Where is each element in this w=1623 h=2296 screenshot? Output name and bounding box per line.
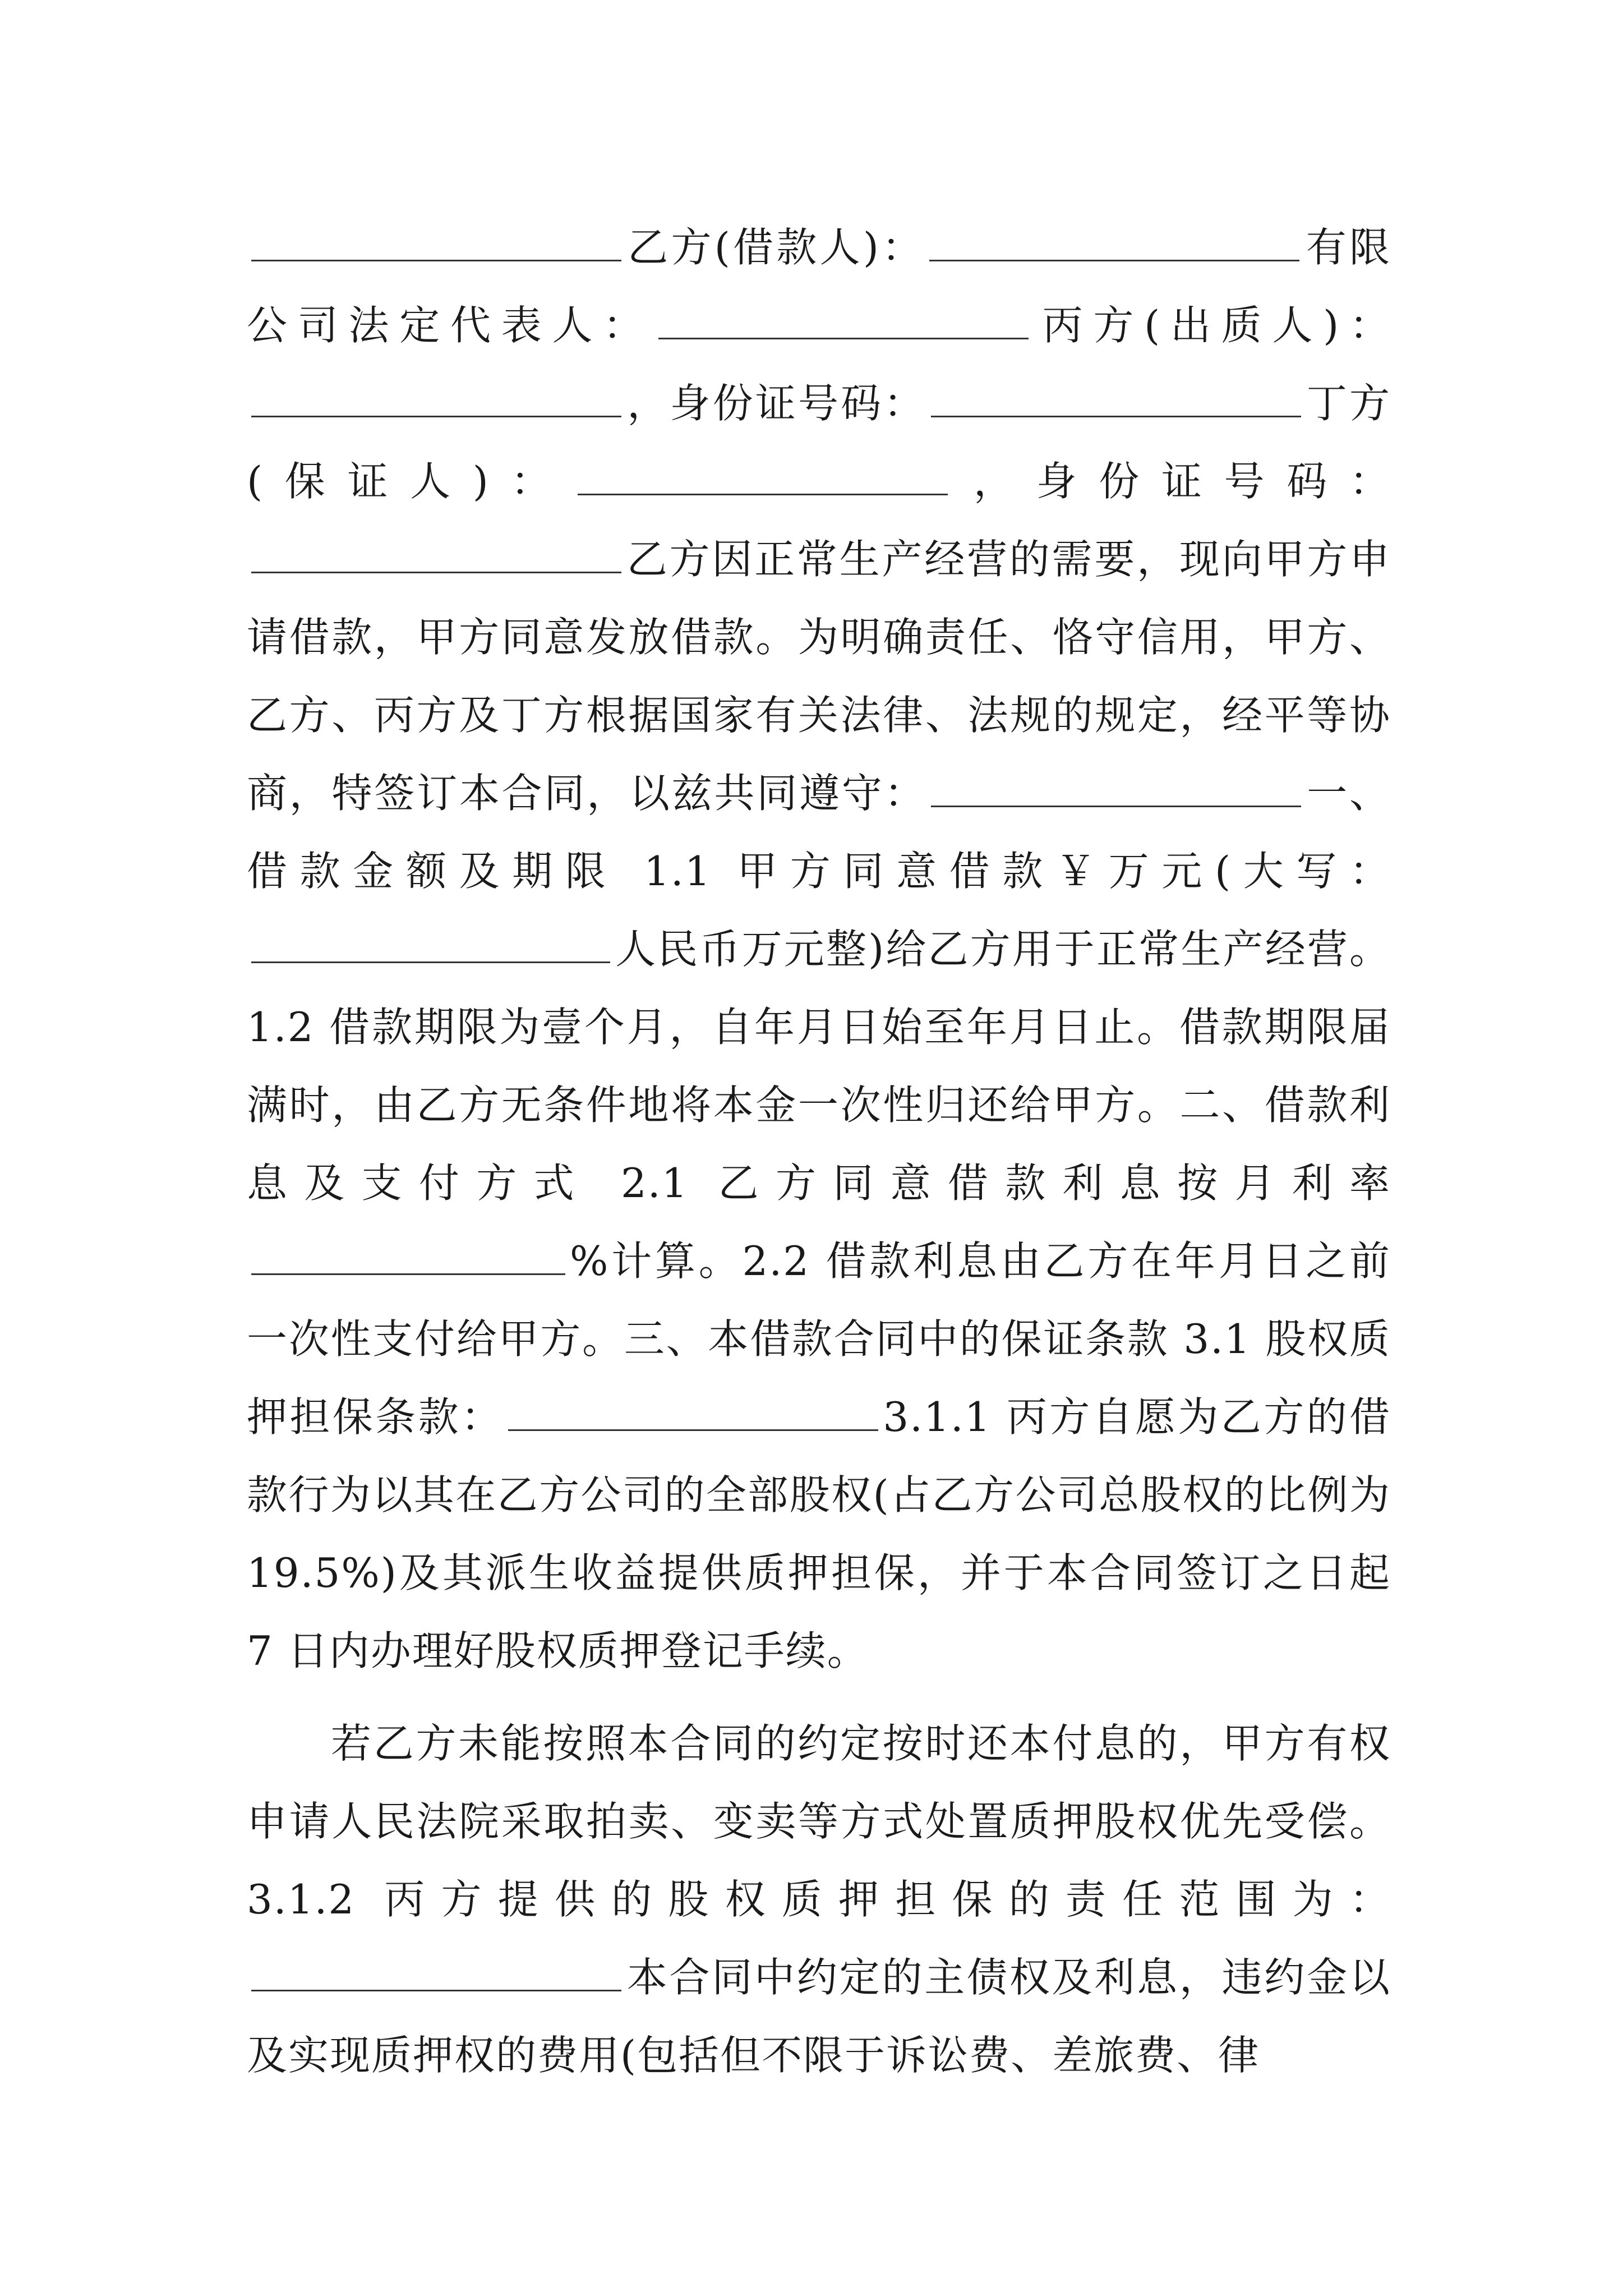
contract-text-block xyxy=(247,209,1391,2095)
fill-in-blank xyxy=(578,460,948,495)
text-segment: 乙方因正常生产经营的需要，现向甲方申请借款，甲方同意发放借款。为明确责任、恪守信用，甲方、乙方、丙方及丁方根据国家有关法律、法规的规定，经平等协商，特签订本合同，以兹共同遵守： xyxy=(247,536,1391,817)
fill-in-blank xyxy=(251,1240,565,1275)
text-segment: 一、借款金额及期限 1.1 甲方同意借款￥万元(大写： xyxy=(247,770,1391,895)
text-segment: ，身份证号码： xyxy=(952,458,1391,505)
fill-in-blank xyxy=(658,304,1029,339)
text-segment: 人民币万元整)给乙方用于正常生产经营。1.2 借款期限为壹个月，自年月日始至年月日止。借款期限届满时，由乙方无条件地将本金一次性归还给甲方。二、借款利息及支付方式 2.1 乙方同意借款利息按月利率 xyxy=(247,926,1391,1207)
text-segment: 有限公司法定代表人： xyxy=(247,224,1391,349)
text-segment: 乙方(借款人)： xyxy=(626,224,925,271)
text-segment: 丁方(保证人)： xyxy=(247,380,1391,505)
text-segment: 本合同中约定的主债权及利息，违约金以及实现质押权的费用(包括但不限于诉讼费、差旅费、律 xyxy=(247,1954,1391,2079)
fill-in-blank xyxy=(251,226,621,261)
fill-in-blank xyxy=(929,226,1299,261)
fill-in-blank xyxy=(508,1396,878,1431)
fill-in-blank xyxy=(931,382,1301,417)
fill-in-blank xyxy=(251,538,621,573)
text-segment: %计算。2.2 借款利息由乙方在年月日之前一次性支付给甲方。三、本借款合同中的保证条款 3.1 股权质押担保条款： xyxy=(247,1237,1391,1441)
text-segment: 丙方(出质人)： xyxy=(1032,302,1391,349)
text-segment: ，身份证号码： xyxy=(626,380,926,427)
text-segment: 3.1.1 丙方自愿为乙方的借款行为以其在乙方公司的全部股权(占乙方公司总股权的比例为 19.5%)及其派生收益提供质押担保，并于本合同签订之日起 7 日内办理好股权质押登记手续。 xyxy=(247,1393,1391,1674)
contract-paragraph-2 xyxy=(247,1705,1391,2095)
contract-paragraph-1 xyxy=(247,209,1391,1690)
fill-in-blank xyxy=(251,1956,621,1991)
fill-in-blank xyxy=(931,772,1301,807)
text-segment: 若乙方未能按照本合同的约定按时还本付息的，甲方有权申请人民法院采取拍卖、变卖等方式处置质押股权优先受偿。3.1.2 丙方提供的股权质押担保的责任范围为： xyxy=(247,1720,1391,1923)
fill-in-blank xyxy=(251,382,621,417)
fill-in-blank xyxy=(251,928,610,963)
